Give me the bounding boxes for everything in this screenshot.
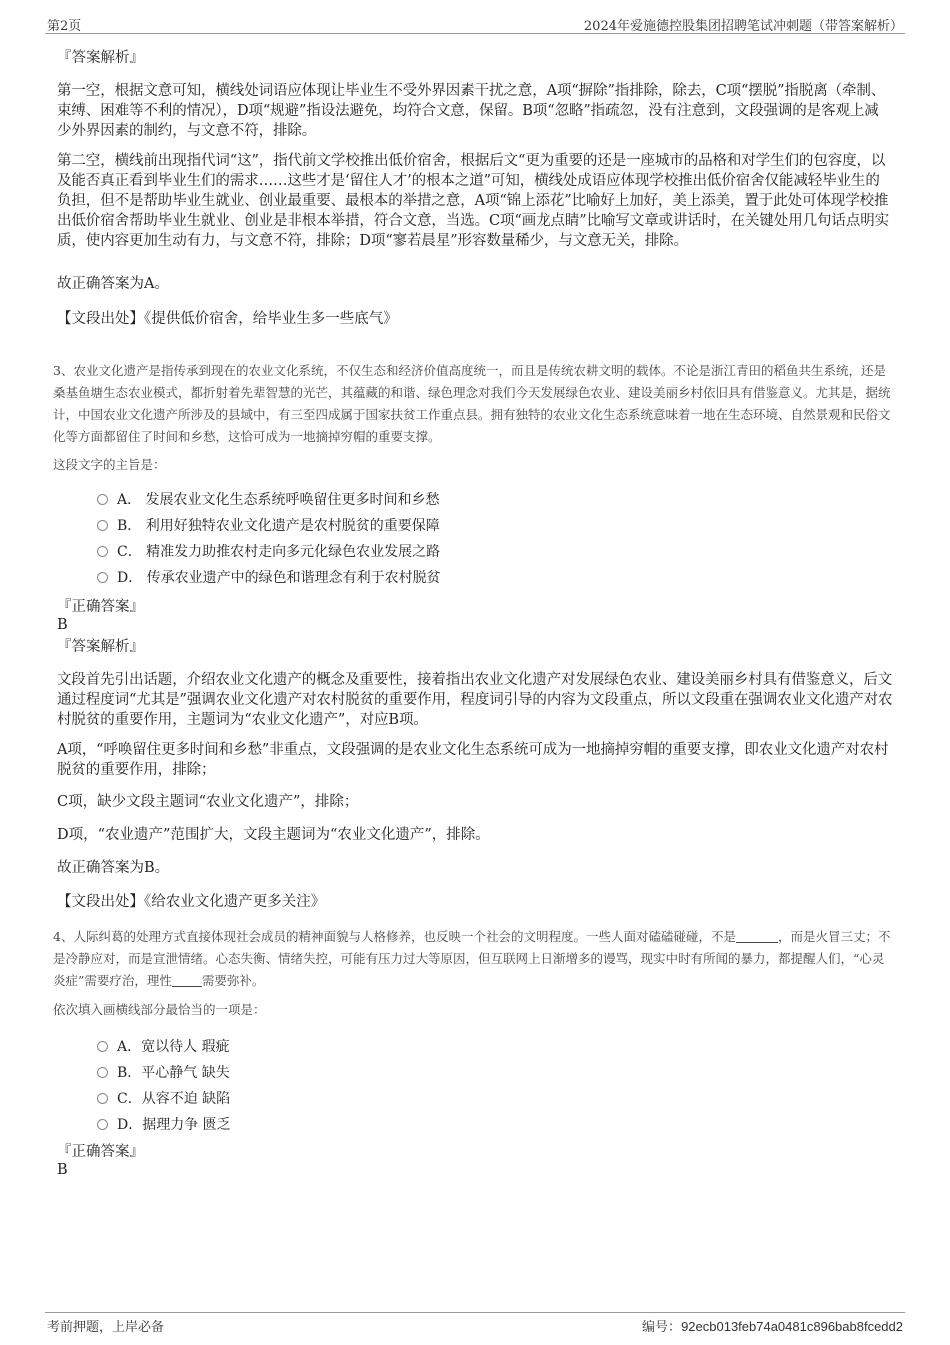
option-label: D． 传承农业遗产中的绿色和谐理念有利于农村脱贫 [117, 570, 441, 586]
analysis-paragraph: 文段首先引出话题，介绍农业文化遗产的概念及重要性，接着指出农业文化遗产对发展绿色农业、建设美丽乡村具有借鉴意义，后文通过程度词“尤其是”强调农业文化遗产对农村脱贫的重要作用，程度词引导的内容为文段重点，所以文段重在强调农业文化遗产对农村脱贫的重要作用，主题词为“农业文化遗产”，对应B项。 [57, 672, 893, 728]
question-text-part: 4、人际纠葛的处理方式直接体现社会成员的精神面貌与人格修养，也反映一个社会的文明程度。一些人面对磕磕碰碰，不是 [53, 929, 736, 944]
source-citation: 【文段出处】《提供低价宿舍，给毕业生多一些底气》 [57, 311, 398, 327]
radio-button[interactable] [97, 1041, 108, 1052]
analysis-paragraph: C项，缺少文段主题词“农业文化遗产”，排除； [57, 794, 359, 810]
correct-answer: B [57, 617, 68, 633]
option-label: C． 精准发力助推农村走向多元化绿色农业发展之路 [117, 544, 441, 560]
source-citation: 【文段出处】《给农业文化遗产更多关注》 [57, 894, 326, 910]
option-c[interactable] [97, 542, 440, 562]
page-number: 第2页 [47, 19, 82, 34]
option-b[interactable] [97, 1063, 230, 1083]
analysis-paragraph: 第二空，横线前出现指代词“这”，指代前文学校推出低价宿舍，根据后文“更为重要的还是一座城市的品格和对学生们的包容度，以及能否真正看到毕业生们的需求……这些才是‘留住人才’的根本之道”可知，横线处成语应体现学校推出低价宿舍仅能减轻毕业生的负担，但不是帮助毕业生就业、创业最重要、最根本的举措之意，A项“锦上添花”比喻好上加好，美上添美，置于此处可体现学校推出低价宿舍帮助毕业生就业、创业是非根本举措，符合文意，当选。C项“画龙点睛”比喻写文章或讲话时，在关键处用几句话点明实质，使内容更加生动有力，与文意不符，排除；D项“寥若晨星”形容数量稀少，与文意无关，排除。 [57, 153, 890, 249]
question-text-part: ，而是火冒三丈；不是冷静应对，而是宣泄情绪。心态失衡、情绪失控，可能有压力过大等原因，但互联网上日渐增多的谩骂，现实中时有所闻的暴力，都提醒人们，“心灵炎症”需要疗治，理性 [53, 929, 891, 988]
option-b[interactable] [97, 516, 440, 536]
analysis-label: 『答案解析』 [57, 639, 144, 655]
answer-conclusion: 故正确答案为B。 [57, 860, 170, 876]
radio-button[interactable] [97, 520, 108, 531]
analysis-paragraph: A项，“呼唤留住更多时间和乡愁”非重点，文段强调的是农业文化生态系统可成为一地摘掉穷帽的重要支撑，即农业文化遗产对农村脱贫的重要作用，排除； [57, 742, 889, 778]
correct-answer-label: 『正确答案』 [57, 1144, 144, 1160]
document-title: 2024年爱施德控股集团招聘笔试冲刺题（带答案解析） [583, 19, 903, 34]
option-d[interactable] [97, 1115, 231, 1135]
question-text [53, 926, 895, 992]
option-label: D．据理力争 匮乏 [117, 1117, 231, 1133]
analysis-label: 『答案解析』 [57, 50, 144, 66]
analysis-paragraph: D项，“农业遗产”范围扩大，文段主题词为“农业文化遗产”，排除。 [57, 827, 490, 843]
question-prompt: 依次填入画横线部分最恰当的一项是： [53, 1002, 266, 1017]
page-header [45, 11, 905, 34]
document-id [642, 1316, 903, 1335]
page-footer [45, 1312, 905, 1335]
radio-button[interactable] [97, 1093, 108, 1104]
question-text-part: 需要弥补。 [201, 973, 265, 988]
radio-button[interactable] [97, 1119, 108, 1130]
correct-answer-label: 『正确答案』 [57, 599, 144, 615]
document-id-label: 编号： [642, 1320, 682, 1335]
radio-button[interactable] [97, 494, 108, 505]
option-label: A．宽以待人 瑕疵 [117, 1039, 230, 1055]
blank-underline [736, 928, 778, 943]
option-label: B． 利用好独特农业文化遗产是农村脱贫的重要保障 [117, 518, 440, 534]
footer-slogan: 考前押题，上岸必备 [47, 1320, 165, 1335]
question-text: 3、农业文化遗产是指传承到现在的农业文化系统，不仅生态和经济价值高度统一，而且是传统农耕文明的载体。不论是浙江青田的稻鱼共生系统，还是桑基鱼塘生态农业模式，都折射着先辈智慧的光芒，其蕴藏的和谐、绿色理念对我们今天发展绿色农业、建设美丽乡村依旧具有借鉴意义。尤其是，据统计，中国农业文化遗产所涉及的县域中，有三至四成属于国家扶贫工作重点县。拥有独特的农业文化生态系统意味着一地在生态环境、自然景观和民俗文化等方面都留住了时间和乡愁，这恰可成为一地摘掉穷帽的重要支撑。 [53, 363, 891, 444]
correct-answer: B [57, 1162, 68, 1178]
analysis-paragraph: 第一空，根据文意可知，横线处词语应体现让毕业生不受外界因素干扰之意，A项“摒除”指排除，除去，C项“摆脱”指脱离（牵制、束缚、困难等不利的情况），D项“规避”指设法避免，均符合文意，保留。B项“忽略”指疏忽，没有注意到，文段强调的是客观上减少外界因素的制约，与文意不符，排除。 [57, 83, 886, 139]
radio-button[interactable] [97, 546, 108, 557]
question-prompt: 这段文字的主旨是： [53, 457, 166, 472]
option-label: B．平心静气 缺失 [117, 1065, 230, 1081]
option-a[interactable] [97, 1037, 230, 1057]
document-id-value: 92ecb013feb74a0481c896bab8fcedd2 [681, 1319, 903, 1334]
option-a[interactable] [97, 490, 440, 510]
answer-conclusion: 故正确答案为A。 [57, 276, 169, 292]
radio-button[interactable] [97, 1067, 108, 1078]
option-label: A． 发展农业文化生态系统呼唤留住更多时间和乡愁 [117, 492, 440, 508]
option-label: C．从容不迫 缺陷 [117, 1091, 231, 1107]
radio-button[interactable] [97, 572, 108, 583]
blank-underline [172, 972, 202, 987]
option-c[interactable] [97, 1089, 230, 1109]
option-d[interactable] [97, 568, 441, 588]
